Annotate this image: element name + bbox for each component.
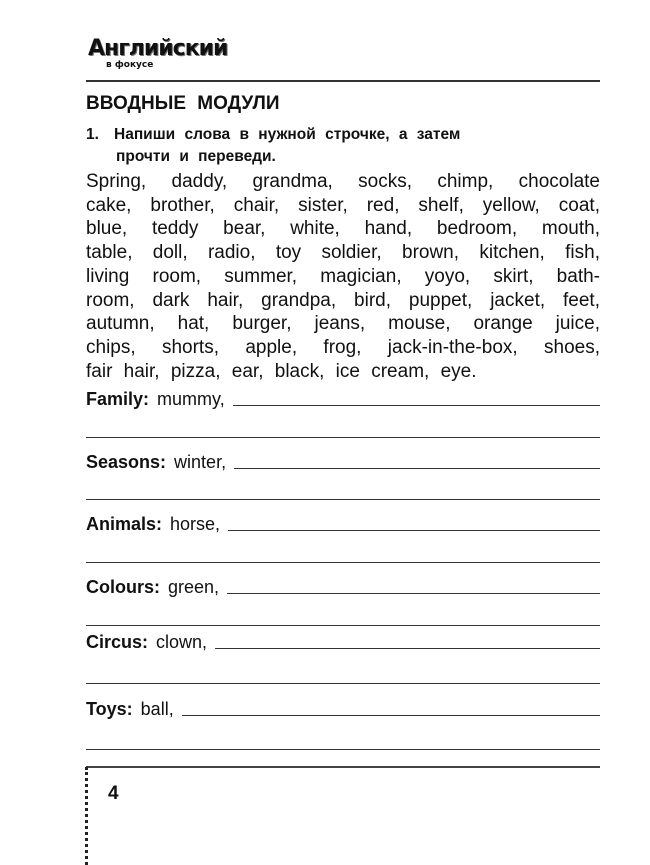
word-line: living room, summer, magician, yoyo, skirt, bath- [86, 265, 600, 287]
book-logo [88, 38, 227, 70]
answer-blank[interactable] [233, 404, 600, 406]
logo-subtitle: в фокусе [106, 60, 154, 70]
answer-blank[interactable] [227, 592, 600, 594]
section-title: ВВОДНЫЕ МОДУЛИ [86, 93, 280, 114]
task-line-2: прочти и переведи. [116, 148, 276, 165]
answer-blank[interactable] [228, 529, 600, 531]
category-label: Circus: [86, 632, 149, 652]
word-line: room, dark hair, grandpa, bird, puppet, jacket, feet, [86, 289, 600, 311]
category-label: Toys: [86, 699, 133, 719]
category-label: Seasons: [86, 452, 167, 472]
word-line: fair hair, pizza, ear, black, ice cream, eye. [86, 360, 477, 382]
word-line: cake, brother, chair, sister, red, shelf, yellow, coat, [86, 194, 600, 216]
footer-divider [86, 766, 600, 768]
word-line: blue, teddy bear, white, hand, bedroom, mouth, [86, 218, 600, 240]
task-line-1: Напиши слова в нужной строчке, а затем [114, 126, 461, 143]
category-animals [86, 514, 600, 535]
dotted-margin [85, 767, 88, 865]
word-line: Spring, daddy, grandma, socks, chimp, chocolate [86, 171, 600, 192]
word-line: autumn, hat, burger, jeans, mouse, orange juice, [86, 313, 600, 335]
task-instruction [86, 124, 556, 168]
logo-title: Английский [88, 36, 228, 61]
category-toys [86, 699, 600, 720]
answer-line[interactable] [86, 625, 600, 626]
answer-line[interactable] [86, 437, 600, 438]
answer-blank[interactable] [182, 714, 600, 716]
category-label: Animals: [86, 514, 163, 534]
category-circus [86, 632, 600, 653]
category-example: mummy, [157, 389, 225, 409]
word-list [86, 170, 600, 383]
answer-blank[interactable] [215, 647, 600, 649]
answer-line[interactable] [86, 683, 600, 684]
category-example: green, [168, 577, 220, 597]
word-line: chips, shorts, apple, frog, jack-in-the-box, shoes, [86, 336, 600, 358]
category-colours [86, 577, 600, 598]
category-example: clown, [156, 632, 208, 652]
header-divider [86, 80, 600, 82]
category-example: ball, [140, 699, 174, 719]
category-label: Family: [86, 389, 150, 409]
task-number: 1. [86, 126, 99, 143]
word-line: table, doll, radio, toy soldier, brown, kitchen, fish, [86, 242, 600, 264]
category-seasons [86, 452, 600, 473]
category-family [86, 389, 600, 410]
page-number: 4 [108, 783, 119, 804]
answer-line[interactable] [86, 562, 600, 563]
category-example: horse, [170, 514, 221, 534]
answer-line[interactable] [86, 499, 600, 500]
answer-line[interactable] [86, 749, 600, 750]
answer-blank[interactable] [234, 467, 600, 469]
category-example: winter, [174, 452, 227, 472]
category-label: Colours: [86, 577, 160, 597]
